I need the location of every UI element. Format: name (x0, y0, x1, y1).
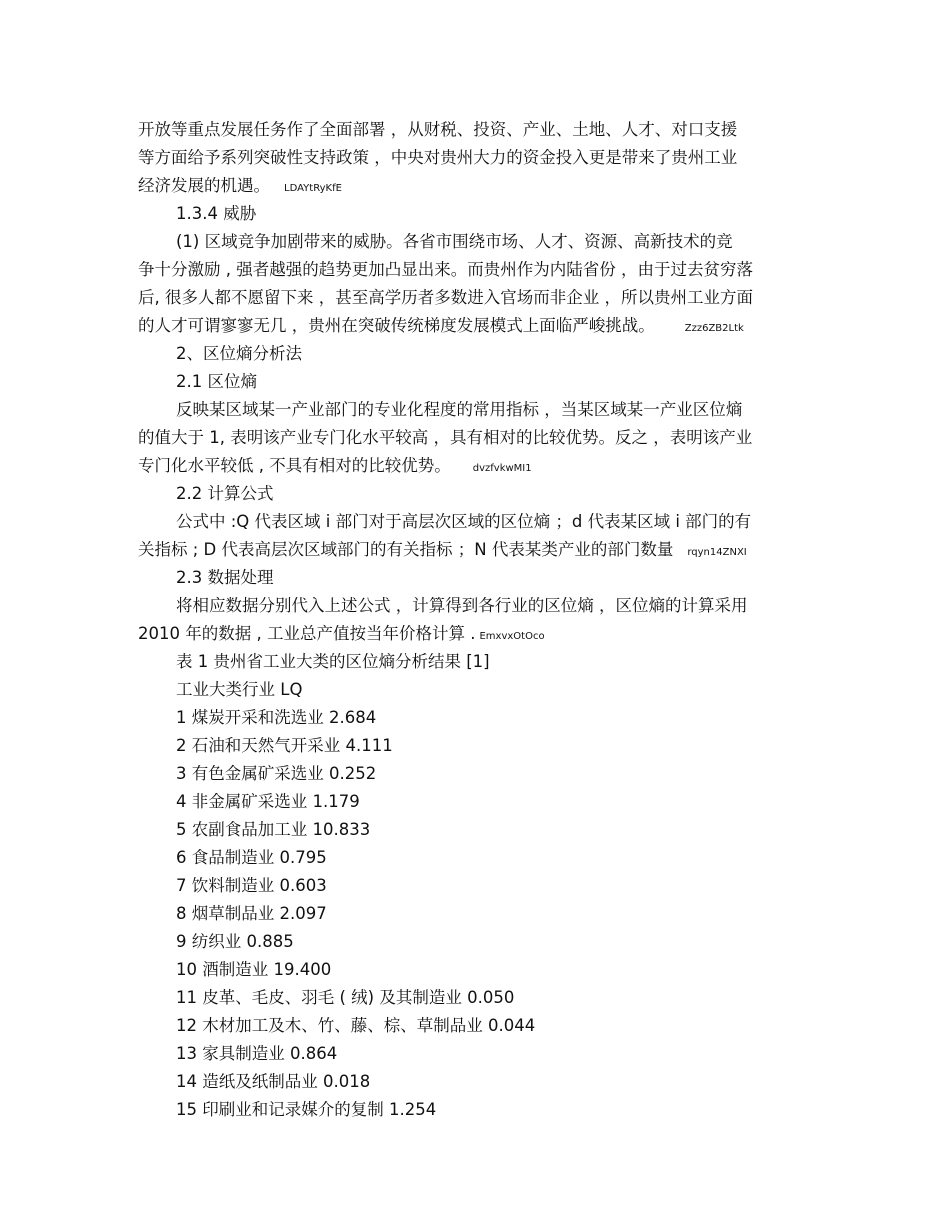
paragraph-line: 2010 年的数据 , 工业总产值按当年价格计算 . EmxvxOtOco (138, 624, 545, 643)
paragraph-line: 的人才可谓寥寥无几 ，贵州在突破传统梯度发展模式上面临严峻挑战。 Zzz6ZB2Ltk (138, 316, 744, 335)
paragraph-line: 开放等重点发展任务作了全面部署 ，从财税、投资、产业、土地、人才、对口支援 (138, 120, 738, 139)
table-row: 4 非金属矿采选业 1.179 (176, 792, 360, 811)
section-heading: 2.3 数据处理 (176, 568, 274, 587)
watermark-code: Zzz6ZB2Ltk (684, 323, 744, 334)
watermark-code: rqyn14ZNXI (687, 547, 747, 558)
table-caption: 表 1 贵州省工业大类的区位熵分析结果 [1] (176, 652, 490, 671)
paragraph-line: 专门化水平较低 , 不具有相对的比较优势。 dvzfvkwMI1 (138, 456, 532, 475)
paragraph-line: (1) 区域竞争加剧带来的威胁。各省市围绕市场、人才、资源、高新技术的竞 (176, 232, 733, 251)
paragraph-line: 争十分激励 , 强者越强的趋势更加凸显出来。而贵州作为内陆省份 ，由于过去贫穷落 (138, 260, 753, 279)
table-row: 5 农副食品加工业 10.833 (176, 820, 371, 839)
table-row: 15 印刷业和记录媒介的复制 1.254 (176, 1100, 437, 1119)
table-row: 13 家具制造业 0.864 (176, 1044, 338, 1063)
section-heading: 1.3.4 威胁 (176, 204, 257, 223)
watermark-code: dvzfvkwMI1 (472, 463, 532, 474)
table-row: 8 烟草制品业 2.097 (176, 904, 327, 923)
paragraph-line: 的值大于 1, 表明该产业专门化水平较高 ，具有相对的比较优势。反之 ，表明该产业 (138, 428, 753, 447)
table-row: 2 石油和天然气开采业 4.111 (176, 736, 393, 755)
paragraph-line: 将相应数据分别代入上述公式 ，计算得到各行业的区位熵 ，区位熵的计算采用 (176, 596, 748, 615)
watermark-code: EmxvxOtOco (479, 631, 545, 642)
paragraph-line: 经济发展的机遇。 LDAYtRyKfE (138, 176, 342, 195)
paragraph-line: 后, 很多人都不愿留下来 ，甚至高学历者多数进入官场而非企业 ，所以贵州工业方面 (138, 288, 753, 307)
table-row: 14 造纸及纸制品业 0.018 (176, 1072, 371, 1091)
paragraph-line: 反映某区域某一产业部门的专业化程度的常用指标 ，当某区域某一产业区位熵 (176, 400, 743, 419)
section-heading: 2.2 计算公式 (176, 484, 274, 503)
section-heading: 2.1 区位熵 (176, 372, 257, 391)
table-row: 1 煤炭开采和洗选业 2.684 (176, 708, 377, 727)
table-row: 11 皮革、毛皮、羽毛 ( 绒) 及其制造业 0.050 (176, 988, 515, 1007)
table-row: 6 食品制造业 0.795 (176, 848, 327, 867)
section-heading: 2、区位熵分析法 (176, 344, 302, 363)
paragraph-line: 公式中 :Q 代表区域 i 部门对于高层次区域的区位熵 ；d 代表某区域 i 部门的有 (176, 512, 752, 531)
watermark-code: LDAYtRyKfE (284, 183, 342, 194)
table-row: 9 纺织业 0.885 (176, 932, 294, 951)
paragraph-line: 等方面给予系列突破性支持政策 ，中央对贵州大力的资金投入更是带来了贵州工业 (138, 148, 738, 167)
table-header: 工业大类行业 LQ (176, 680, 303, 699)
table-row: 7 饮料制造业 0.603 (176, 876, 327, 895)
table-row: 10 酒制造业 19.400 (176, 960, 332, 979)
table-row: 12 木材加工及木、竹、藤、棕、草制品业 0.044 (176, 1016, 536, 1035)
paragraph-line: 关指标 ; D 代表高层次区域部门的有关指标 ；N 代表某类产业的部门数量 rqyn14ZNXI (138, 540, 747, 559)
table-row: 3 有色金属矿采选业 0.252 (176, 764, 377, 783)
